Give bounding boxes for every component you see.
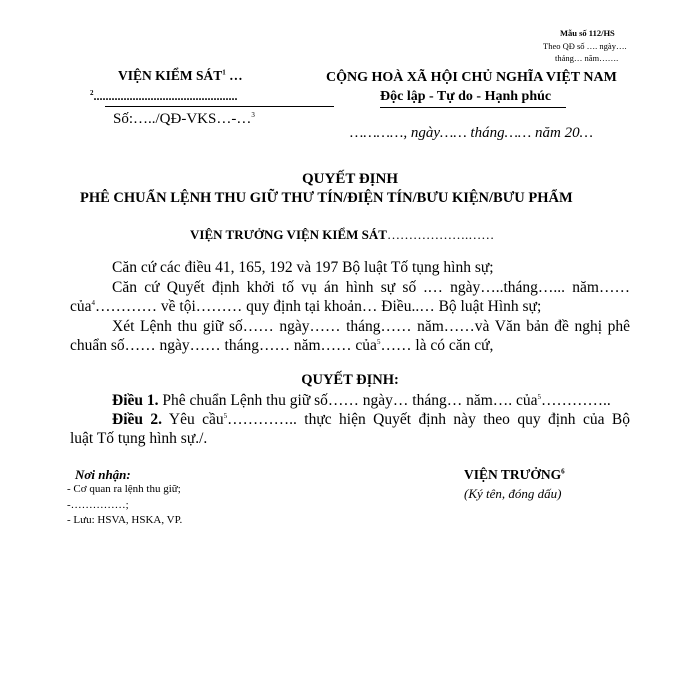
consideration-line1: Xét Lệnh thu giữ số…… ngày…… tháng…… năm……và Văn bản đề nghị phê (112, 318, 630, 335)
right-header-underline (380, 107, 566, 108)
recipient-item-2: -……………; (67, 499, 129, 511)
date-line: …………, ngày…… tháng…… năm 20… (350, 125, 593, 141)
document-subtitle: PHÊ CHUẨN LỆNH THU GIỮ THƯ TÍN/ĐIỆN TÍN/BƯU KIỆN/BƯU PHẨM (80, 190, 573, 206)
article-2-line1: Điều 2. Yêu cầu$^5$………….. thực hiện Quyết định này theo quy định của Bộ (112, 411, 630, 428)
article-2 (70, 410, 630, 448)
number-footnote-mark: 3 (251, 111, 255, 119)
recipients-label: Nơi nhận: (75, 467, 131, 482)
legal-basis-1: Căn cứ các điều 41, 165, 192 và 197 Bộ luật Tố tụng hình sự; (112, 259, 494, 276)
article-1-footnote-mark: 5 (537, 392, 542, 401)
document-title: QUYẾT ĐỊNH (302, 171, 398, 187)
agency-name (118, 68, 243, 84)
article-2-label: Điều 2. (112, 411, 163, 428)
decision-heading: QUYẾT ĐỊNH: (301, 372, 399, 388)
agency-tail: … (225, 68, 243, 83)
unit-footnote-mark: 2 (90, 89, 94, 97)
recipient-item-3: - Lưu: HSVA, HSKA, VP. (67, 514, 183, 526)
article-1: Điều 1. Phê chuẩn Lệnh thu giữ số…… ngày… tháng… năm…. của$^5$………….. (112, 392, 611, 409)
authority-dots: ……………….…… (386, 227, 495, 242)
authority-label: VIỆN TRƯỞNG VIỆN KIỂM SÁT (190, 227, 387, 242)
form-code-line1: Theo QĐ số …. ngày…. (543, 41, 627, 51)
decision-number (113, 111, 255, 128)
footnote-mark-4: 4 (91, 298, 96, 307)
agency-label: VIỆN KIỂM SÁT (118, 68, 223, 83)
signature-title: VIỆN TRƯỞNG$^6$ (464, 467, 565, 482)
recipient-item-1: - Cơ quan ra lệnh thu giữ; (67, 483, 181, 495)
signature-footnote-mark: 6 (561, 467, 565, 476)
form-code-line2: tháng… năm……. (555, 53, 619, 63)
consideration (70, 317, 630, 355)
legal-basis-2-line2: của$^4$………… về tội……… quy định tại khoản… Điều..… Bộ luật Hình sự; (70, 298, 542, 315)
issuing-authority (190, 227, 494, 243)
consideration-line2: chuẩn số…… ngày…… tháng…… năm…… của$^5$…… là có căn cứ, (70, 337, 494, 354)
footnote-mark-5: 5 (376, 337, 381, 346)
national-slogan: Độc lập - Tự do - Hạnh phúc (380, 89, 552, 104)
signature-note: (Ký tên, đóng dấu) (464, 486, 562, 501)
unit-dots: ................................................ (93, 89, 238, 103)
agency-footnote-mark: 1 (222, 68, 226, 77)
decision-number-text: Số:…../QĐ-VKS…-… (113, 111, 252, 127)
national-motto: CỘNG HOÀ XÃ HỘI CHỦ NGHĨA VIỆT NAM (326, 70, 617, 85)
legal-basis-2-line1: Căn cứ Quyết định khởi tố vụ án hình sự số .… ngày…..tháng…... năm…… (112, 279, 630, 296)
form-code-title: Mẫu số 112/HS (560, 28, 615, 38)
left-header-underline (105, 106, 334, 107)
article-2-footnote-mark: 5 (223, 411, 228, 420)
legal-basis-2 (70, 278, 630, 316)
article-2-line2: luật Tố tụng hình sự./. (70, 430, 208, 447)
unit-name (90, 89, 238, 104)
article-1-label: Điều 1. (112, 392, 159, 409)
